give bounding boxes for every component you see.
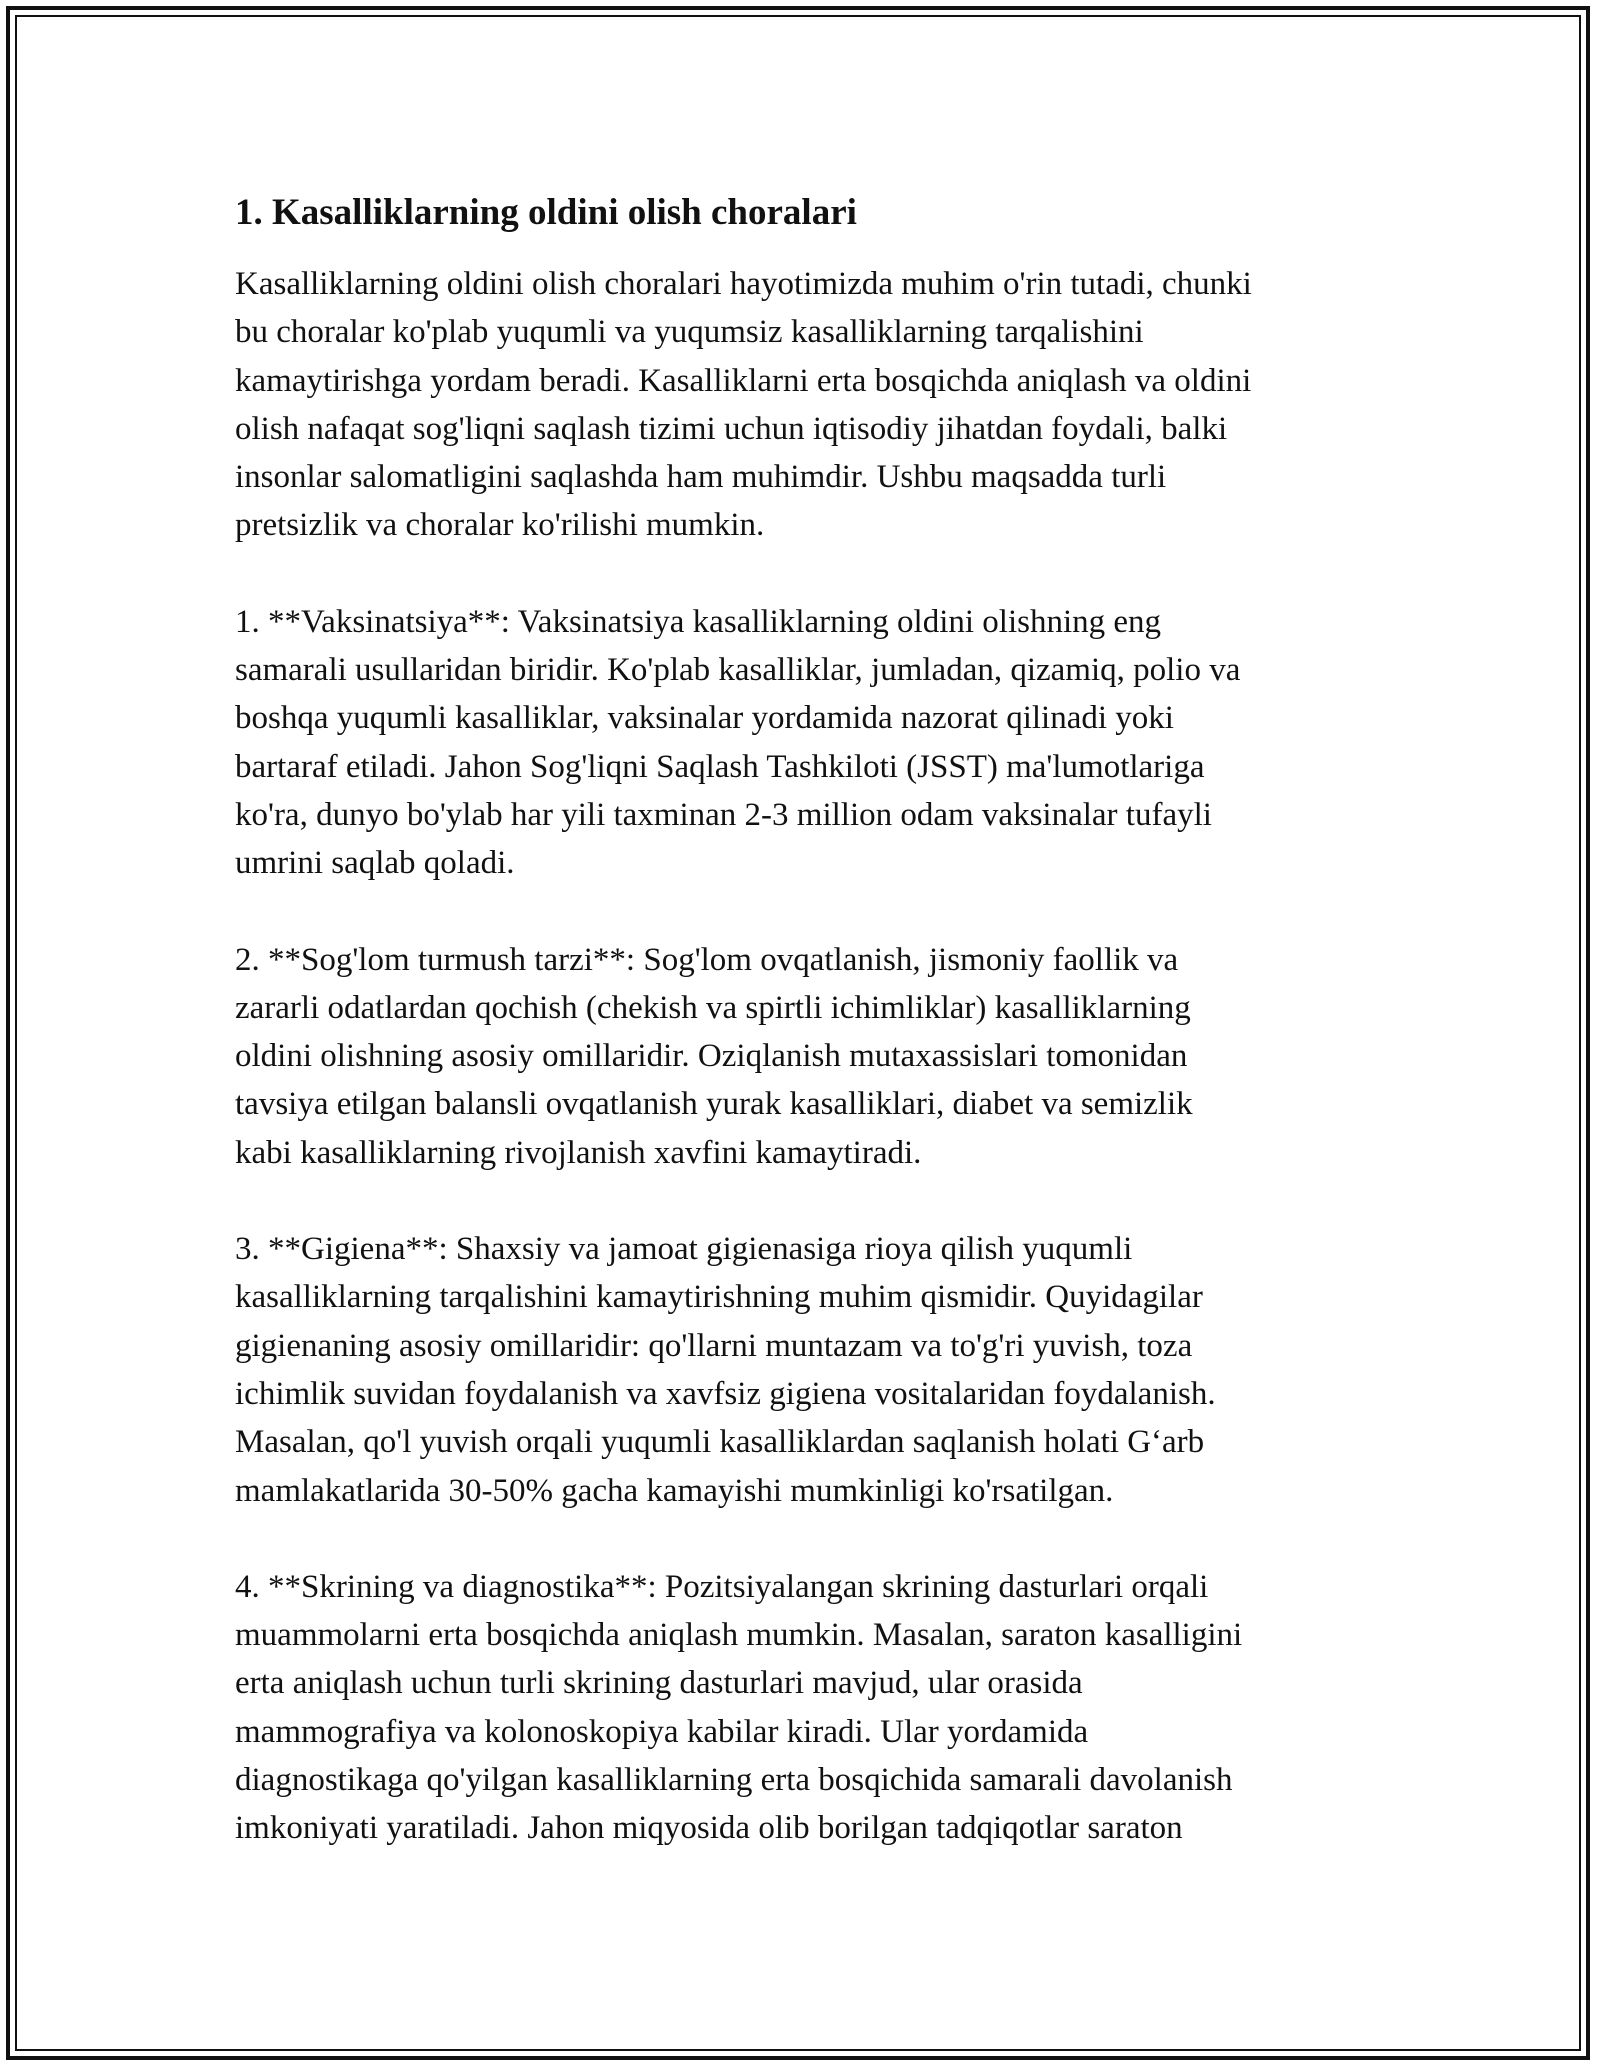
- paragraph-line: umrini saqlab qoladi.: [235, 845, 515, 882]
- paragraph: [235, 1225, 1375, 1515]
- paragraph-line: ko'ra, dunyo bo'ylab har yili taxminan 2-3 million odam vaksinalar tufayli: [235, 796, 1212, 833]
- paragraph-line: bu choralar ko'plab yuqumli va yuqumsiz kasalliklarning tarqalishini: [235, 314, 1144, 351]
- paragraph: [235, 1563, 1375, 1853]
- paragraph-line: Kasalliklarning oldini olish choralari hayotimizda muhim o'rin tutadi, chunki: [235, 266, 1252, 302]
- paragraph: [235, 936, 1375, 1177]
- paragraph: [235, 598, 1375, 888]
- paragraph-line: gigienaning asosiy omillaridir: qo'llarni muntazam va to'g'ri yuvish, toza: [235, 1327, 1193, 1364]
- paragraph-line: ichimlik suvidan foydalanish va xavfsiz gigiena vositalaridan foydalanish.: [235, 1375, 1216, 1412]
- paragraph-line: zararli odatlardan qochish (chekish va spirtli ichimliklar) kasalliklarning: [235, 989, 1191, 1026]
- paragraph-line: kamaytirishga yordam beradi. Kasalliklarni erta bosqichda aniqlash va oldini: [235, 362, 1252, 399]
- paragraph-line: diagnostikaga qo'yilgan kasalliklarning erta bosqichida samarali davolanish: [235, 1762, 1233, 1799]
- paragraph-list: [235, 260, 1375, 1853]
- paragraph-line: muammolarni erta bosqichda aniqlash mumkin. Masalan, saraton kasalligini: [235, 1617, 1243, 1654]
- paragraph-line: bartaraf etiladi. Jahon Sog'liqni Saqlash Tashkiloti (JSST) ma'lumotlariga: [235, 748, 1205, 785]
- paragraph-line: pretsizlik va choralar ko'rilishi mumkin.: [235, 507, 765, 544]
- paragraph-line: oldini olishning asosiy omillaridir. Oziqlanish mutaxassislari tomonidan: [235, 1038, 1188, 1075]
- paragraph-line: 2. **Sog'lom turmush tarzi**: Sog'lom ovqatlanish, jismoniy faollik va: [235, 941, 1179, 978]
- paragraph-line: 1. **Vaksinatsiya**: Vaksinatsiya kasalliklarning oldini olishning eng: [235, 603, 1162, 640]
- paragraph-line: Masalan, qo'l yuvish orqali yuqumli kasalliklardan saqlanish holati G‘arb: [235, 1424, 1205, 1461]
- paragraph-line: mammografiya va kolonoskopiya kabilar kiradi. Ular yordamida: [235, 1713, 1089, 1750]
- paragraph-line: erta aniqlash uchun turli skrining dasturlari mavjud, ular orasida: [235, 1665, 1083, 1702]
- paragraph-line: kabi kasalliklarning rivojlanish xavfini kamaytiradi.: [235, 1134, 922, 1171]
- paragraph-line: imkoniyati yaratiladi. Jahon miqyosida olib borilgan tadqiqotlar saraton: [235, 1810, 1183, 1847]
- paragraph-line: boshqa yuqumli kasalliklar, vaksinalar yordamida nazorat qilinadi yoki: [235, 700, 1174, 737]
- paragraph-line: tavsiya etilgan balansli ovqatlanish yurak kasalliklari, diabet va semizlik: [235, 1086, 1193, 1123]
- paragraph-line: olish nafaqat sog'liqni saqlash tizimi uchun iqtisodiy jihatdan foydali, balki: [235, 410, 1228, 447]
- paragraph-line: 4. **Skrining va diagnostika**: Pozitsiyalangan skrining dasturlari orqali: [235, 1568, 1209, 1605]
- paragraph-line: insonlar salomatligini saqlashda ham muhimdir. Ushbu maqsadda turli: [235, 459, 1167, 496]
- document-body: [235, 188, 1375, 1853]
- paragraph: [235, 260, 1375, 550]
- section-heading: 1. Kasalliklarning oldini olish choralari: [235, 192, 857, 233]
- paragraph-line: kasalliklarning tarqalishini kamaytirishning muhim qismidir. Quyidagilar: [235, 1279, 1203, 1316]
- paragraph-line: mamlakatlarida 30-50% gacha kamayishi mumkinligi ko'rsatilgan.: [235, 1472, 1114, 1509]
- paragraph-line: 3. **Gigiena**: Shaxsiy va jamoat gigienasiga rioya qilish yuqumli: [235, 1231, 1133, 1268]
- paragraph-line: samarali usullaridan biridir. Ko'plab kasalliklar, jumladan, qizamiq, polio va: [235, 652, 1241, 689]
